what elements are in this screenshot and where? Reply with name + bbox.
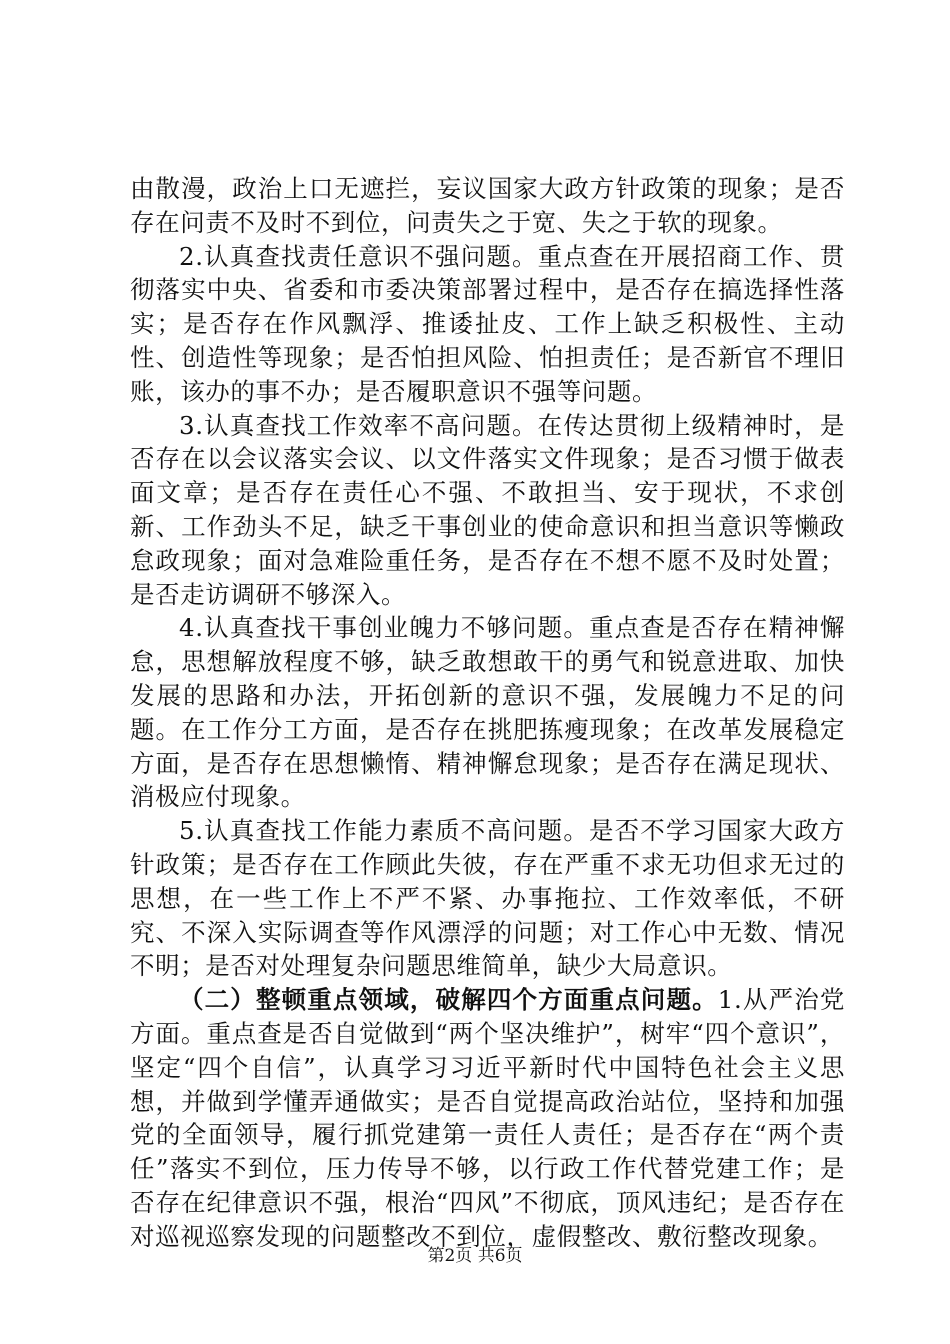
paragraph-item-5 xyxy=(130,814,845,983)
paragraph-text: 3.认真查找工作效率不高问题。在传达贯彻上级精神时，是否存在以会议落实会议、以文件落实文件现象；是否习惯于做表面文章；是否存在责任心不强、不敢担当、安于现状，不求创新、工作劲头不足，缺乏干事创业的使命意识和担当意识等懒政怠政现象；面对急难险重任务，是否存在不想不愿不及时处置；是否走访调研不够深入。 xyxy=(130,410,845,609)
paragraph-text: 5.认真查找工作能力素质不高问题。是否不学习国家大政方针政策；是否存在工作顾此失彼，存在严重不求无功但求无过的思想，在一些工作上不严不紧、办事拖拉、工作效率低，不研究、不深入实际调查等作风漂浮的问题；对工作心中无数、情况不明；是否对处理复杂问题思维简单，缺少大局意识。 xyxy=(130,816,845,981)
document-body xyxy=(130,172,845,1254)
paragraph-text: 1.从严治党方面。重点查是否自觉做到“两个坚决维护”，树牢“四个意识”，坚定“四个自信”，认真学习习近平新时代中国特色社会主义思想，并做到学懂弄通做实；是否自觉提高政治站位，坚持和加强党的全面领导，履行抓党建第一责任人责任；是否存在“两个责任”落实不到位，压力传导不够，以行政工作代替党建工作；是否存在纪律意识不强，根治“四风”不彻底，顶风违纪；是否存在对巡视巡察发现的问题整改不到位，虚假整改、敷衍整改现象。 xyxy=(130,985,845,1251)
paragraph-text: 4.认真查找干事创业魄力不够问题。重点查是否存在精神懈怠，思想解放程度不够，缺乏敢想敢干的勇气和锐意进取、加快发展的思路和办法，开拓创新的意识不强，发展魄力不足的问题。在工作分工方面，是否存在挑肥拣瘦现象；在改革发展稳定方面，是否存在思想懒惰、精神懈怠现象；是否存在满足现状、消极应付现象。 xyxy=(130,613,845,812)
paragraph-section-2 xyxy=(130,983,845,1253)
paragraph-item-2 xyxy=(130,240,845,409)
paragraph-item-4 xyxy=(130,611,845,814)
paragraph-item-3 xyxy=(130,409,845,612)
paragraph-continuation xyxy=(130,172,845,240)
section-heading: （二）整顿重点领域，破解四个方面重点问题。 xyxy=(179,985,718,1015)
paragraph-text: 2.认真查找责任意识不强问题。重点查在开展招商工作、贯彻落实中央、省委和市委决策部署过程中，是否存在搞选择性落实；是否存在作风飘浮、推诿扯皮、工作上缺乏积极性、主动性、创造性等现象；是否怕担风险、怕担责任；是否新官不理旧账，该办的事不办；是否履职意识不强等问题。 xyxy=(130,241,845,406)
page-footer: 第2页 共6页 xyxy=(427,1246,523,1266)
paragraph-text: 由散漫，政治上口无遮拦，妄议国家大政方针政策的现象；是否存在问责不及时不到位，问责失之于宽、失之于软的现象。 xyxy=(130,174,845,237)
